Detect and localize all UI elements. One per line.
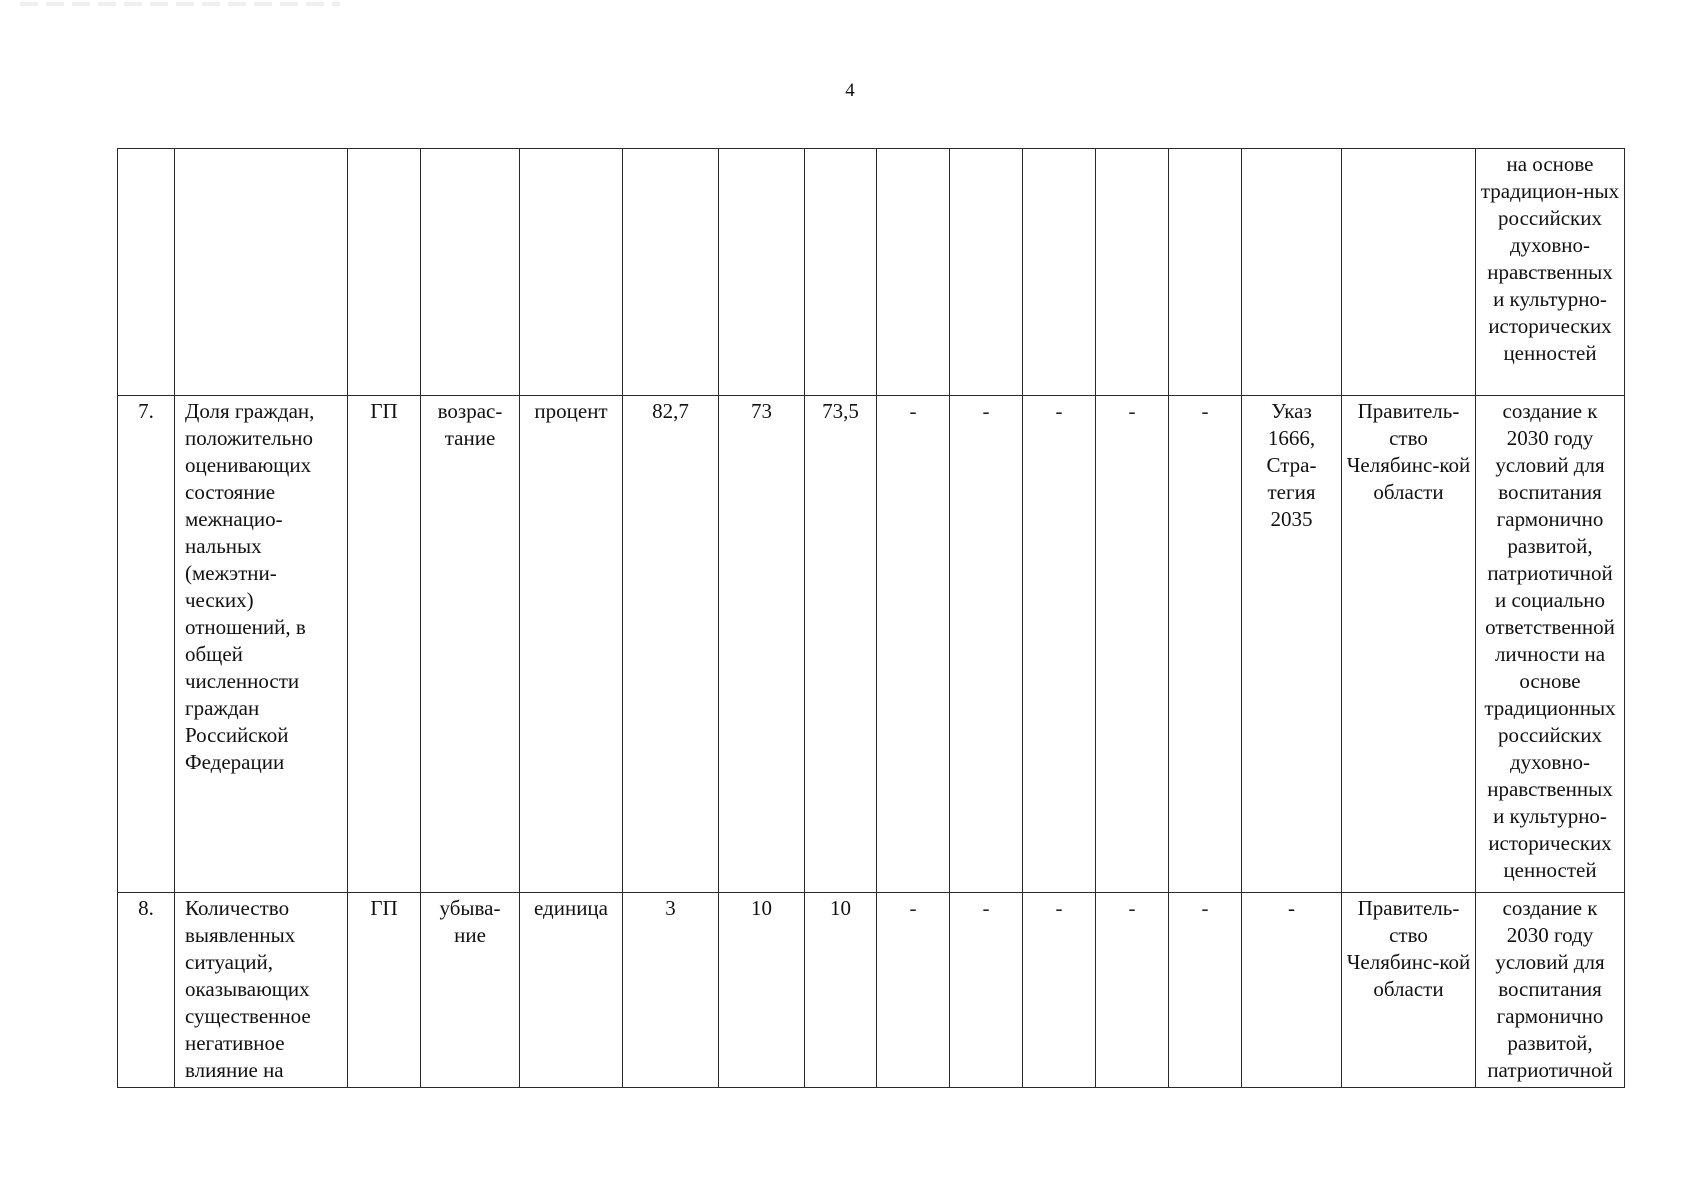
value-cell: - [877,396,950,893]
goal-link: создание к 2030 году условий для воспитания гармонично развитой, патриотичной [1476,893,1625,1088]
table-row [118,149,1625,396]
value-cell: - [1169,396,1242,893]
value-cell: 10 [805,893,877,1088]
value-cell: - [1169,893,1242,1088]
value-cell [1023,149,1096,396]
goal-link: создание к 2030 году условий для воспитания гармонично развитой, патриотичной и социально ответственной личности на основе традиционных российских духовно-нравственных и культурно-исторических ценностей [1476,396,1625,893]
value-cell [1169,149,1242,396]
indicator-level: ГП [348,396,421,893]
value-cell: - [1023,893,1096,1088]
unit-of-measure [520,149,623,396]
row-number: 7. [118,396,175,893]
table-row [118,396,1625,893]
indicator-direction [421,149,520,396]
scan-artifact [20,2,340,6]
value-cell: - [1096,893,1169,1088]
responsible-body: Правитель-ство Челябинс-кой области [1342,893,1476,1088]
unit-of-measure: единица [520,893,623,1088]
indicator-level: ГП [348,893,421,1088]
responsible-body [1342,149,1476,396]
value-cell: - [950,893,1023,1088]
value-cell [805,149,877,396]
value-cell: - [877,893,950,1088]
value-cell: 10 [719,893,805,1088]
indicator-name: Доля граждан, положительно оценивающих состояние межнацио-нальных (межэтни-ческих) отношений, в общей численности граждан Российской Федерации [175,396,348,893]
base-value: 82,7 [623,396,719,893]
value-cell: - [950,396,1023,893]
value-cell [950,149,1023,396]
base-value [623,149,719,396]
value-cell: - [1096,396,1169,893]
value-cell [719,149,805,396]
row-number [118,149,175,396]
base-value: 3 [623,893,719,1088]
responsible-body: Правитель-ство Челябинс-кой области [1342,396,1476,893]
goal-link: на основе традицион-ных российских духовно-нравственных и культурно-исторических ценностей [1476,149,1625,396]
source-document: - [1242,893,1342,1088]
indicators-table [117,148,1625,1088]
indicator-level [348,149,421,396]
row-number: 8. [118,893,175,1088]
indicator-direction: убыва-ние [421,893,520,1088]
value-cell [877,149,950,396]
source-document [1242,149,1342,396]
unit-of-measure: процент [520,396,623,893]
value-cell: 73 [719,396,805,893]
table-row [118,893,1625,1088]
value-cell: - [1023,396,1096,893]
indicator-name: Количество выявленных ситуаций, оказывающих существенное негативное влияние на [175,893,348,1088]
indicator-direction: возрас-тание [421,396,520,893]
source-document: Указ 1666, Стра-тегия 2035 [1242,396,1342,893]
indicator-name [175,149,348,396]
page-number: 4 [845,80,855,101]
value-cell [1096,149,1169,396]
value-cell: 73,5 [805,396,877,893]
